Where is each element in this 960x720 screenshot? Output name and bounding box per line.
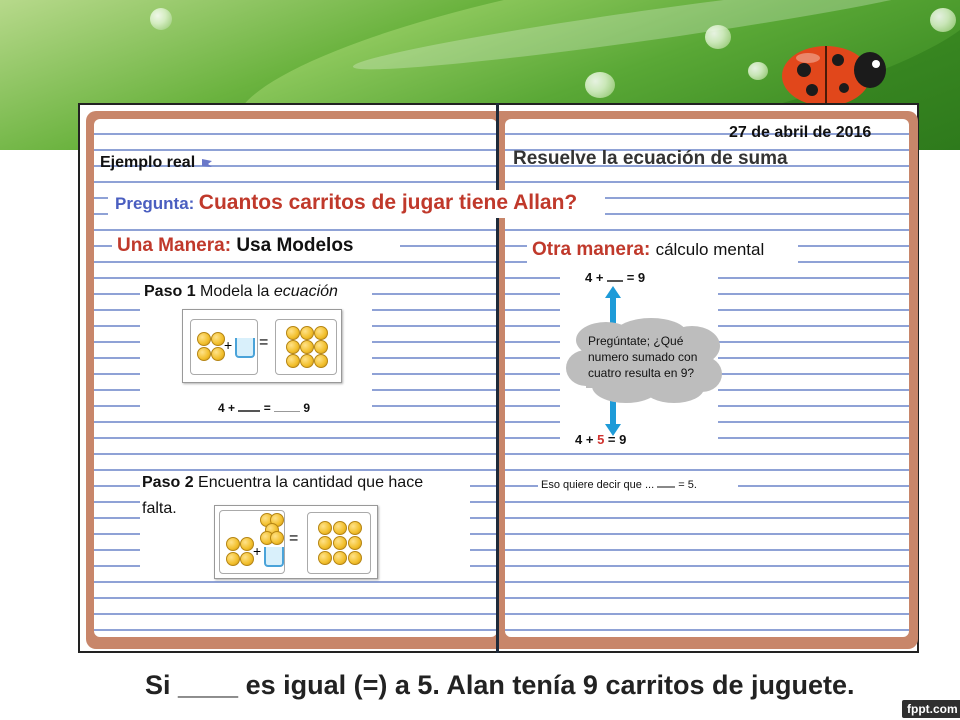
conclusion-text: Si ____ es igual (=) a 5. Alan tenía 9 carritos de juguete. bbox=[145, 670, 855, 700]
equation-top: 4 + = 9 bbox=[585, 270, 646, 285]
notebook-spine bbox=[496, 103, 499, 653]
water-drop bbox=[150, 8, 172, 30]
water-drop bbox=[930, 8, 956, 32]
equals-sign: = bbox=[259, 334, 269, 351]
equals-sign: = bbox=[289, 530, 299, 547]
cup-icon bbox=[235, 338, 255, 358]
flag-icon bbox=[200, 157, 214, 169]
page-title: Resuelve la ecuación de suma bbox=[513, 148, 788, 169]
equation-one: 4 + = 9 bbox=[218, 398, 310, 415]
question: Pregunta: Cuantos carritos de jugar tiene Allan? bbox=[115, 191, 578, 214]
model-figure-one: + = bbox=[182, 309, 342, 383]
model-figure-two: + = bbox=[214, 505, 378, 579]
ladybug-icon bbox=[778, 30, 890, 108]
method-two-heading: Otra manera: cálculo mental bbox=[532, 239, 765, 260]
step-two: Paso 2 Encuentra la cantidad que hace bbox=[142, 474, 424, 491]
method-one-heading: Una Manera: Usa Modelos bbox=[117, 235, 354, 256]
example-label: Ejemplo real bbox=[100, 154, 214, 172]
step-two-continued: falta. bbox=[142, 500, 177, 517]
water-drop bbox=[705, 25, 731, 49]
cloud-question: Pregúntate; ¿Qué numero sumado con cuatro resulta en 9? bbox=[588, 334, 698, 380]
date-label: 27 de abril de 2016 bbox=[729, 124, 872, 141]
cup-icon bbox=[264, 547, 284, 567]
water-drop bbox=[748, 62, 768, 80]
equation-bottom: 4 + 5 = 9 bbox=[575, 432, 627, 447]
brand-badge: fppt.com bbox=[902, 700, 960, 718]
step-one: Paso 1 Modela la ecuación bbox=[144, 283, 338, 300]
meaning-line: Eso quiere decir que ... = 5. bbox=[541, 479, 697, 491]
water-drop bbox=[585, 72, 615, 98]
